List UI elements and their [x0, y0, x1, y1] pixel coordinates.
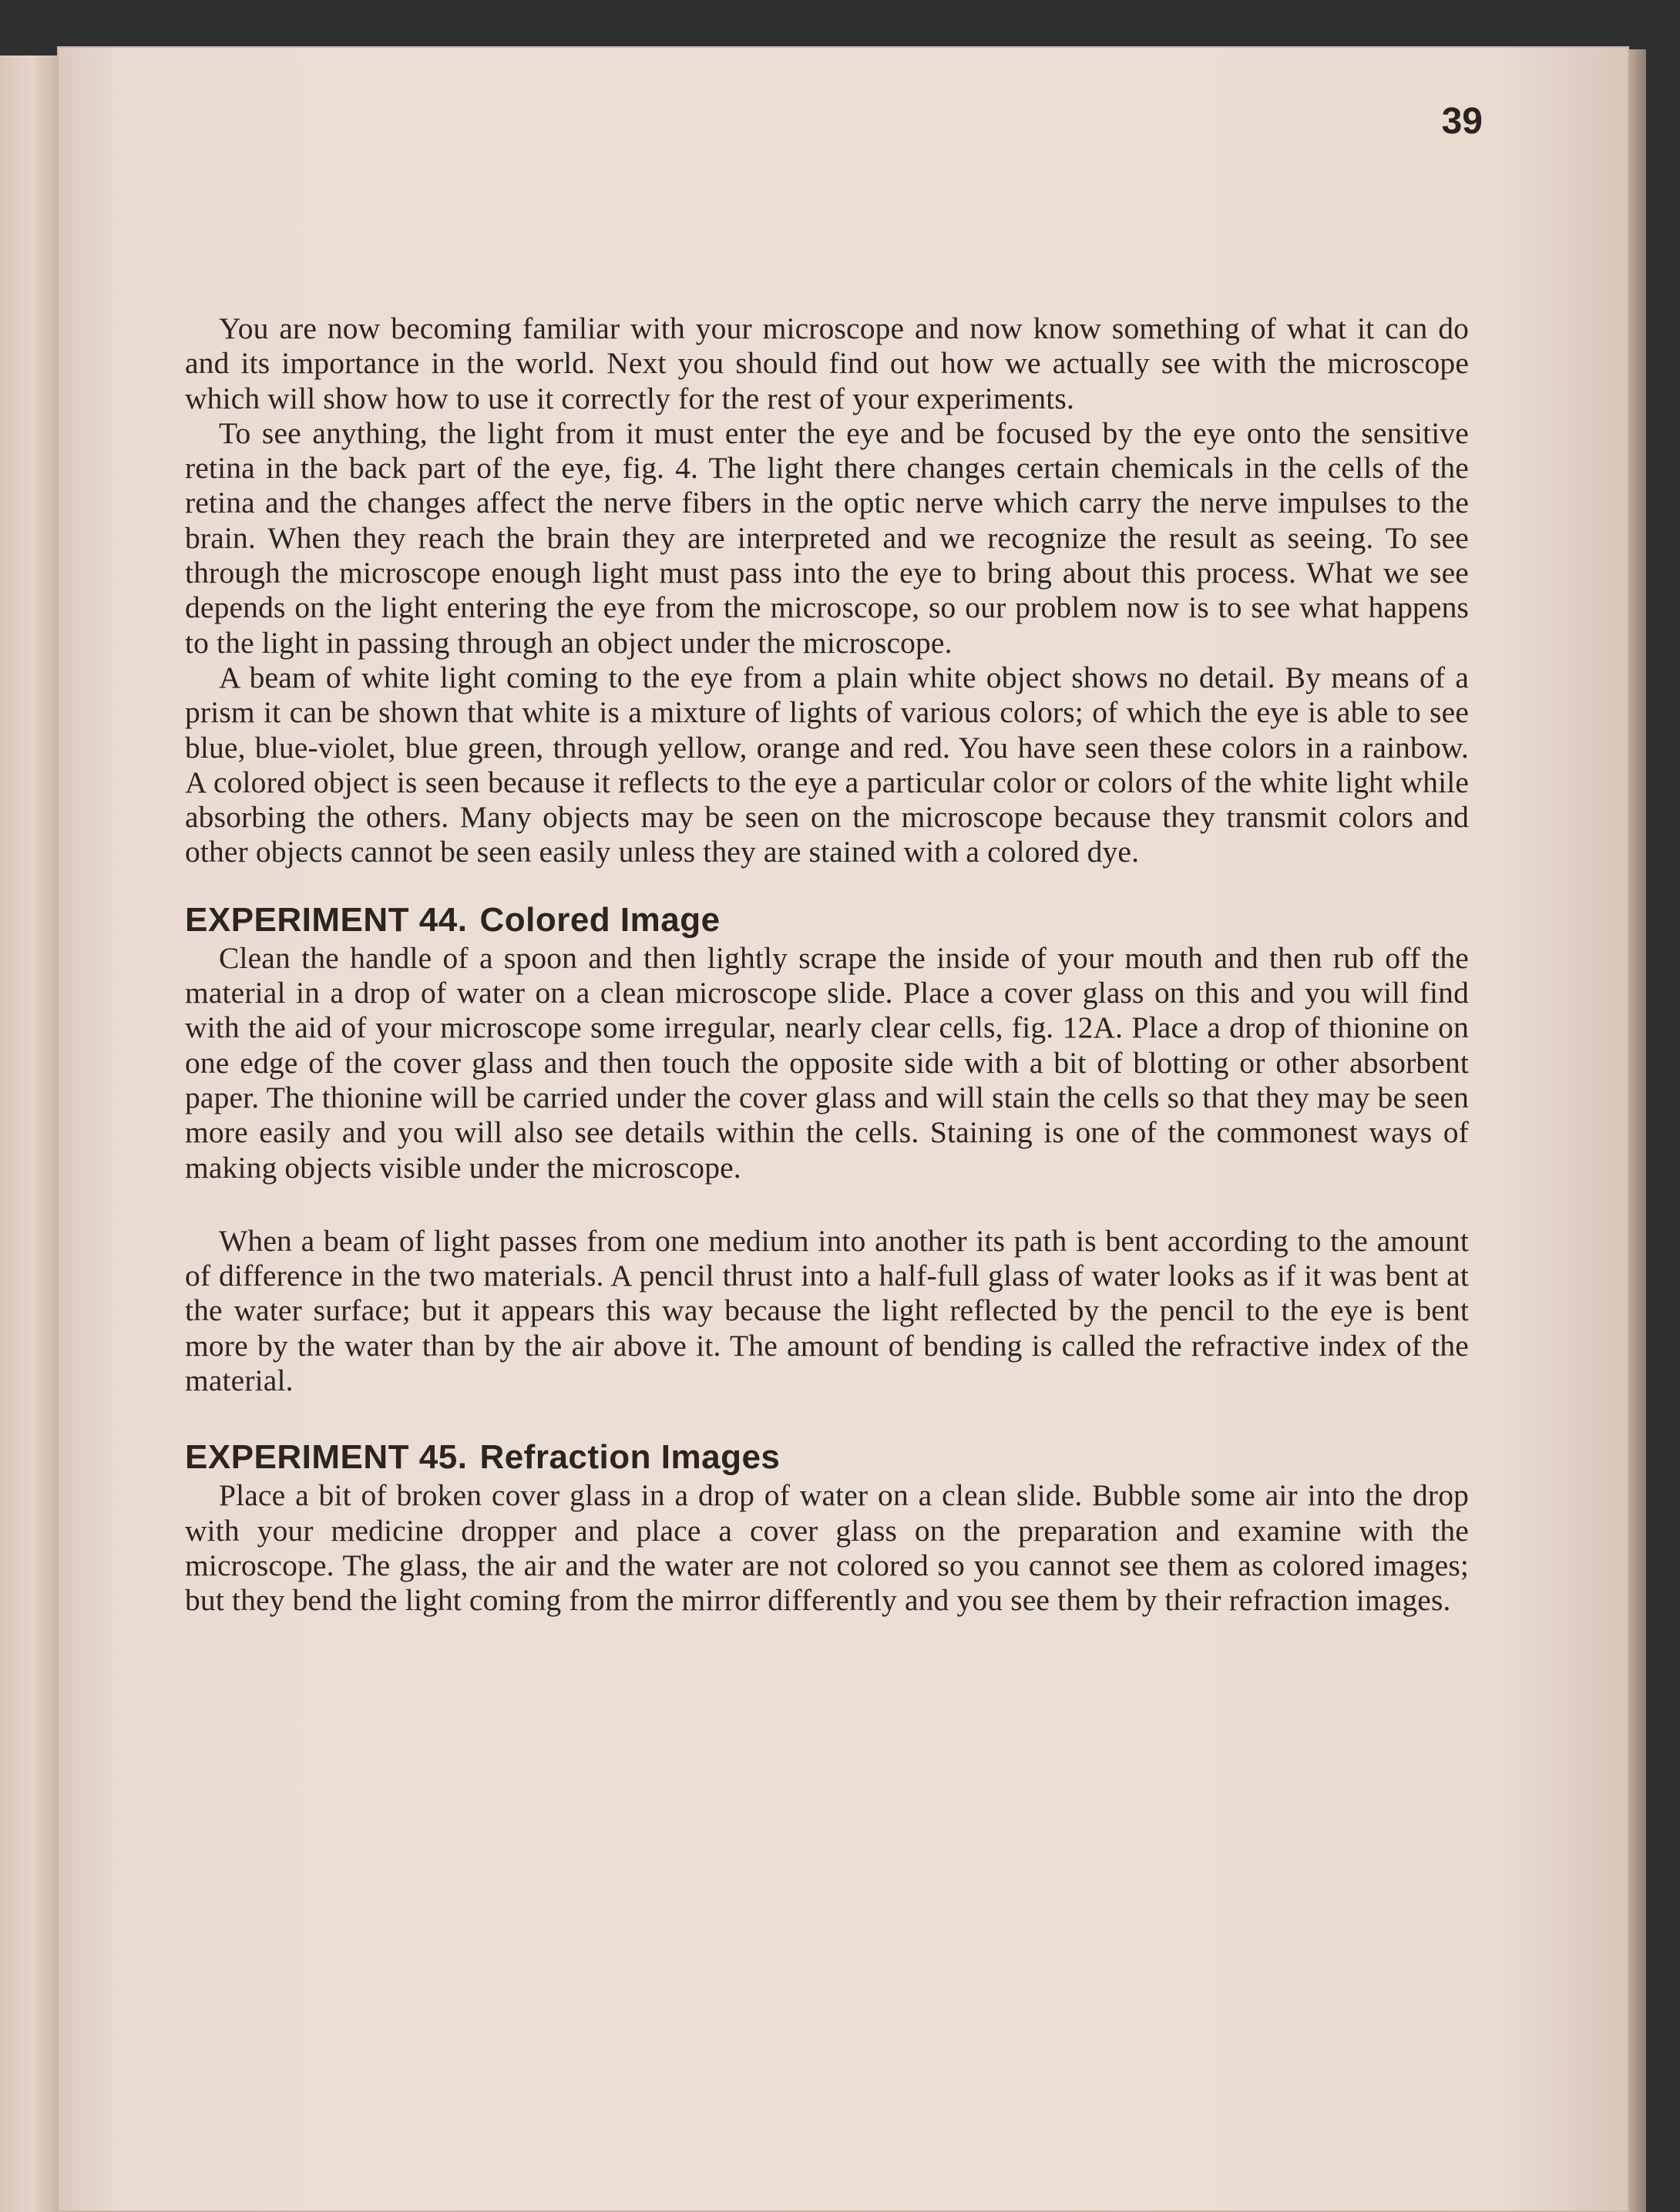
- facing-page-edge: [0, 55, 59, 2212]
- spacer: [185, 1398, 1469, 1437]
- intro-paragraph-3: A beam of white light coming to the eye from a plain white object shows no detail. By means of a prism it can be shown that white is a mixture of lights of various colors; of which the eye is able to see blue, blue-violet, blue green, through yellow, orange and red. You have seen these colors in a rainbow. A colored object is seen because it reflects to the eye a particular color or colors of the white light while absorbing the others. Many objects may be seen on the microscope because they transmit colors and other objects cannot be seen easily unless they are stained with a colored dye.: [185, 660, 1469, 869]
- page-content: [185, 311, 1469, 1619]
- experiment-44-title: Colored Image: [479, 900, 721, 939]
- page-stack-edge: [1629, 49, 1646, 2212]
- spacer: [185, 1185, 1469, 1224]
- experiment-44-body: Clean the handle of a spoon and then lightly scrape the inside of your mouth and then rub off the material in a drop of water on a clean microscope slide. Place a cover glass on this and you will find with the aid of your microscope some irregular, nearly clear cells, fig. 12A. Place a drop of thionine on one edge of the cover glass and then touch the opposite side with a bit of blotting or other absorbent paper. The thionine will be carried under the cover glass and will stain the cells so that they may be seen more easily and you will also see details within the cells. Staining is one of the commonest ways of making objects visible under the microscope.: [185, 940, 1469, 1185]
- experiment-45-title: Refraction Images: [479, 1438, 781, 1477]
- experiment-44-label: EXPERIMENT 44.: [185, 900, 468, 939]
- intro-paragraph-2: To see anything, the light from it must enter the eye and be focused by the eye onto the sensitive retina in the back part of the eye, fig. 4. The light there changes certain chemicals in the cells of the retina and the changes affect the nerve fibers in the optic nerve which carry the nerve impulses to the brain. When they reach the brain they are interpreted and we recognize the result as seeing. To see through the microscope enough light must pass into the eye to bring about this process. What we see depends on the light entering the eye from the microscope, so our problem now is to see what happens to the light in passing through an object under the microscope.: [185, 415, 1469, 660]
- refraction-paragraph: When a beam of light passes from one medium into another its path is bent according to the amount of difference in the two materials. A pencil thrust into a half-full glass of water looks as if it was bent at the water surface; but it appears this way because the light reflected by the pencil to the eye is bent more by the water than by the air above it. The amount of bending is called the refractive index of the material.: [185, 1223, 1469, 1398]
- experiment-44-heading: [185, 899, 1469, 941]
- intro-paragraph-1: You are now becoming familiar with your microscope and now know something of what it can do and its importance in the world. Next you should find out how we actually see with the microscope which will show how to use it correctly for the rest of your experiments.: [185, 311, 1469, 415]
- spacer: [185, 870, 1469, 899]
- experiment-45-label: EXPERIMENT 45.: [185, 1438, 468, 1477]
- experiment-45-heading: [185, 1437, 1469, 1478]
- experiment-45-body: Place a bit of broken cover glass in a drop of water on a clean slide. Bubble some air into the drop with your medicine dropper and place a cover glass on the preparation and examine with the microscope. The glass, the air and the water are not colored so you cannot see them as colored images; but they bend the light coming from the mirror differently and you see them by their refraction images.: [185, 1478, 1469, 1618]
- page-number: 39: [1441, 101, 1483, 142]
